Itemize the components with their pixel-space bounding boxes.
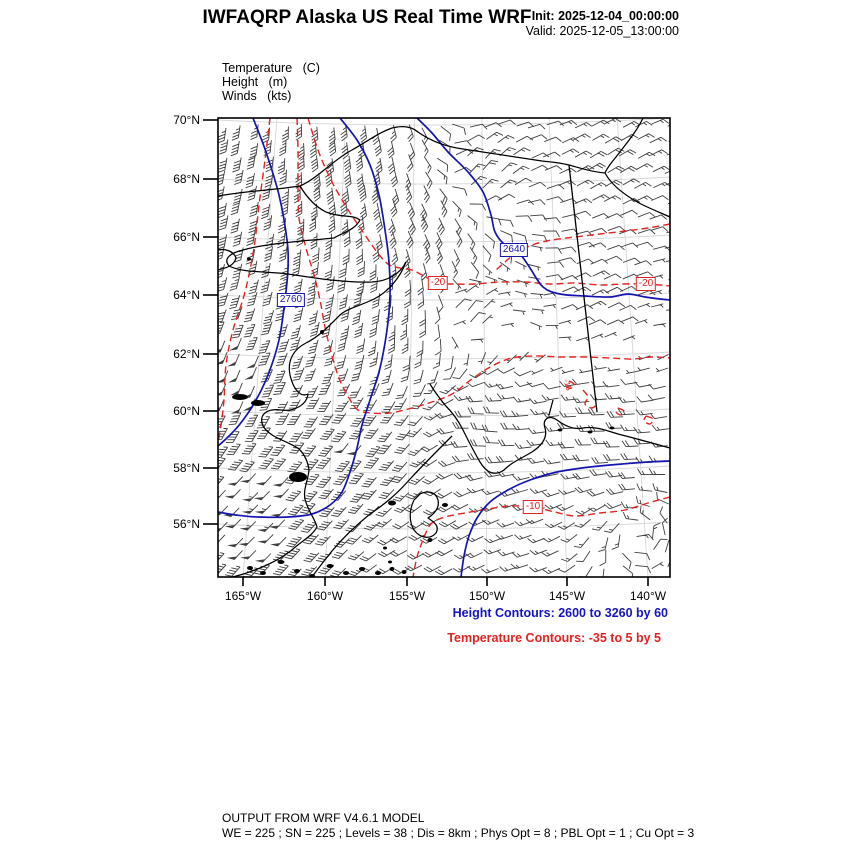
lon-tick-label: 165°W — [224, 589, 262, 603]
lat-tick-label: 66°N — [173, 230, 200, 244]
contour-label--20: -20 — [636, 277, 656, 291]
lat-tick-label: 64°N — [173, 288, 200, 302]
lat-tick-label: 60°N — [173, 404, 200, 418]
map-content — [209, 118, 686, 581]
legend-winds: Winds (kts) — [222, 89, 292, 103]
lon-tick-label: 145°W — [548, 589, 586, 603]
lat-tick-label: 58°N — [173, 461, 200, 475]
alaska-canada-border — [569, 165, 597, 412]
contour-label-2640: 2640 — [500, 243, 528, 257]
height-contours-caption: Height Contours: 2600 to 3260 by 60 — [452, 606, 668, 620]
lat-tick-label: 62°N — [173, 347, 200, 361]
model-config-line: WE = 225 ; SN = 225 ; Levels = 38 ; Dis = 8km ; Phys Opt = 8 ; PBL Opt = 1 ; Cu Opt = 3 — [222, 826, 695, 840]
lon-tick-label: 155°W — [388, 589, 426, 603]
contour-label--20: -20 — [428, 276, 448, 290]
lon-tick-label: 140°W — [629, 589, 667, 603]
legend-height: Height (m) — [222, 75, 288, 89]
lat-tick-label: 70°N — [173, 113, 200, 127]
lat-tick-label: 56°N — [173, 517, 200, 531]
temperature-contours-caption: Temperature Contours: -35 to 5 by 5 — [447, 631, 661, 645]
valid-timestamp: Valid: 2025-12-05_13:00:00 — [525, 24, 679, 38]
page-title: IWFAQRP Alaska US Real Time WRF — [202, 7, 532, 28]
lat-tick-label: 68°N — [173, 172, 200, 186]
model-output-line: OUTPUT FROM WRF V4.6.1 MODEL — [222, 811, 425, 825]
legend-temperature: Temperature (C) — [222, 61, 320, 75]
contour-label--15: -15 — [561, 378, 574, 392]
init-timestamp: Init: 2025-12-04_00:00:00 — [531, 9, 679, 23]
lon-tick-label: 150°W — [468, 589, 506, 603]
contour-label-2760: 2760 — [277, 293, 305, 307]
contour-label--10: -10 — [523, 500, 543, 514]
lon-tick-label: 160°W — [306, 589, 344, 603]
